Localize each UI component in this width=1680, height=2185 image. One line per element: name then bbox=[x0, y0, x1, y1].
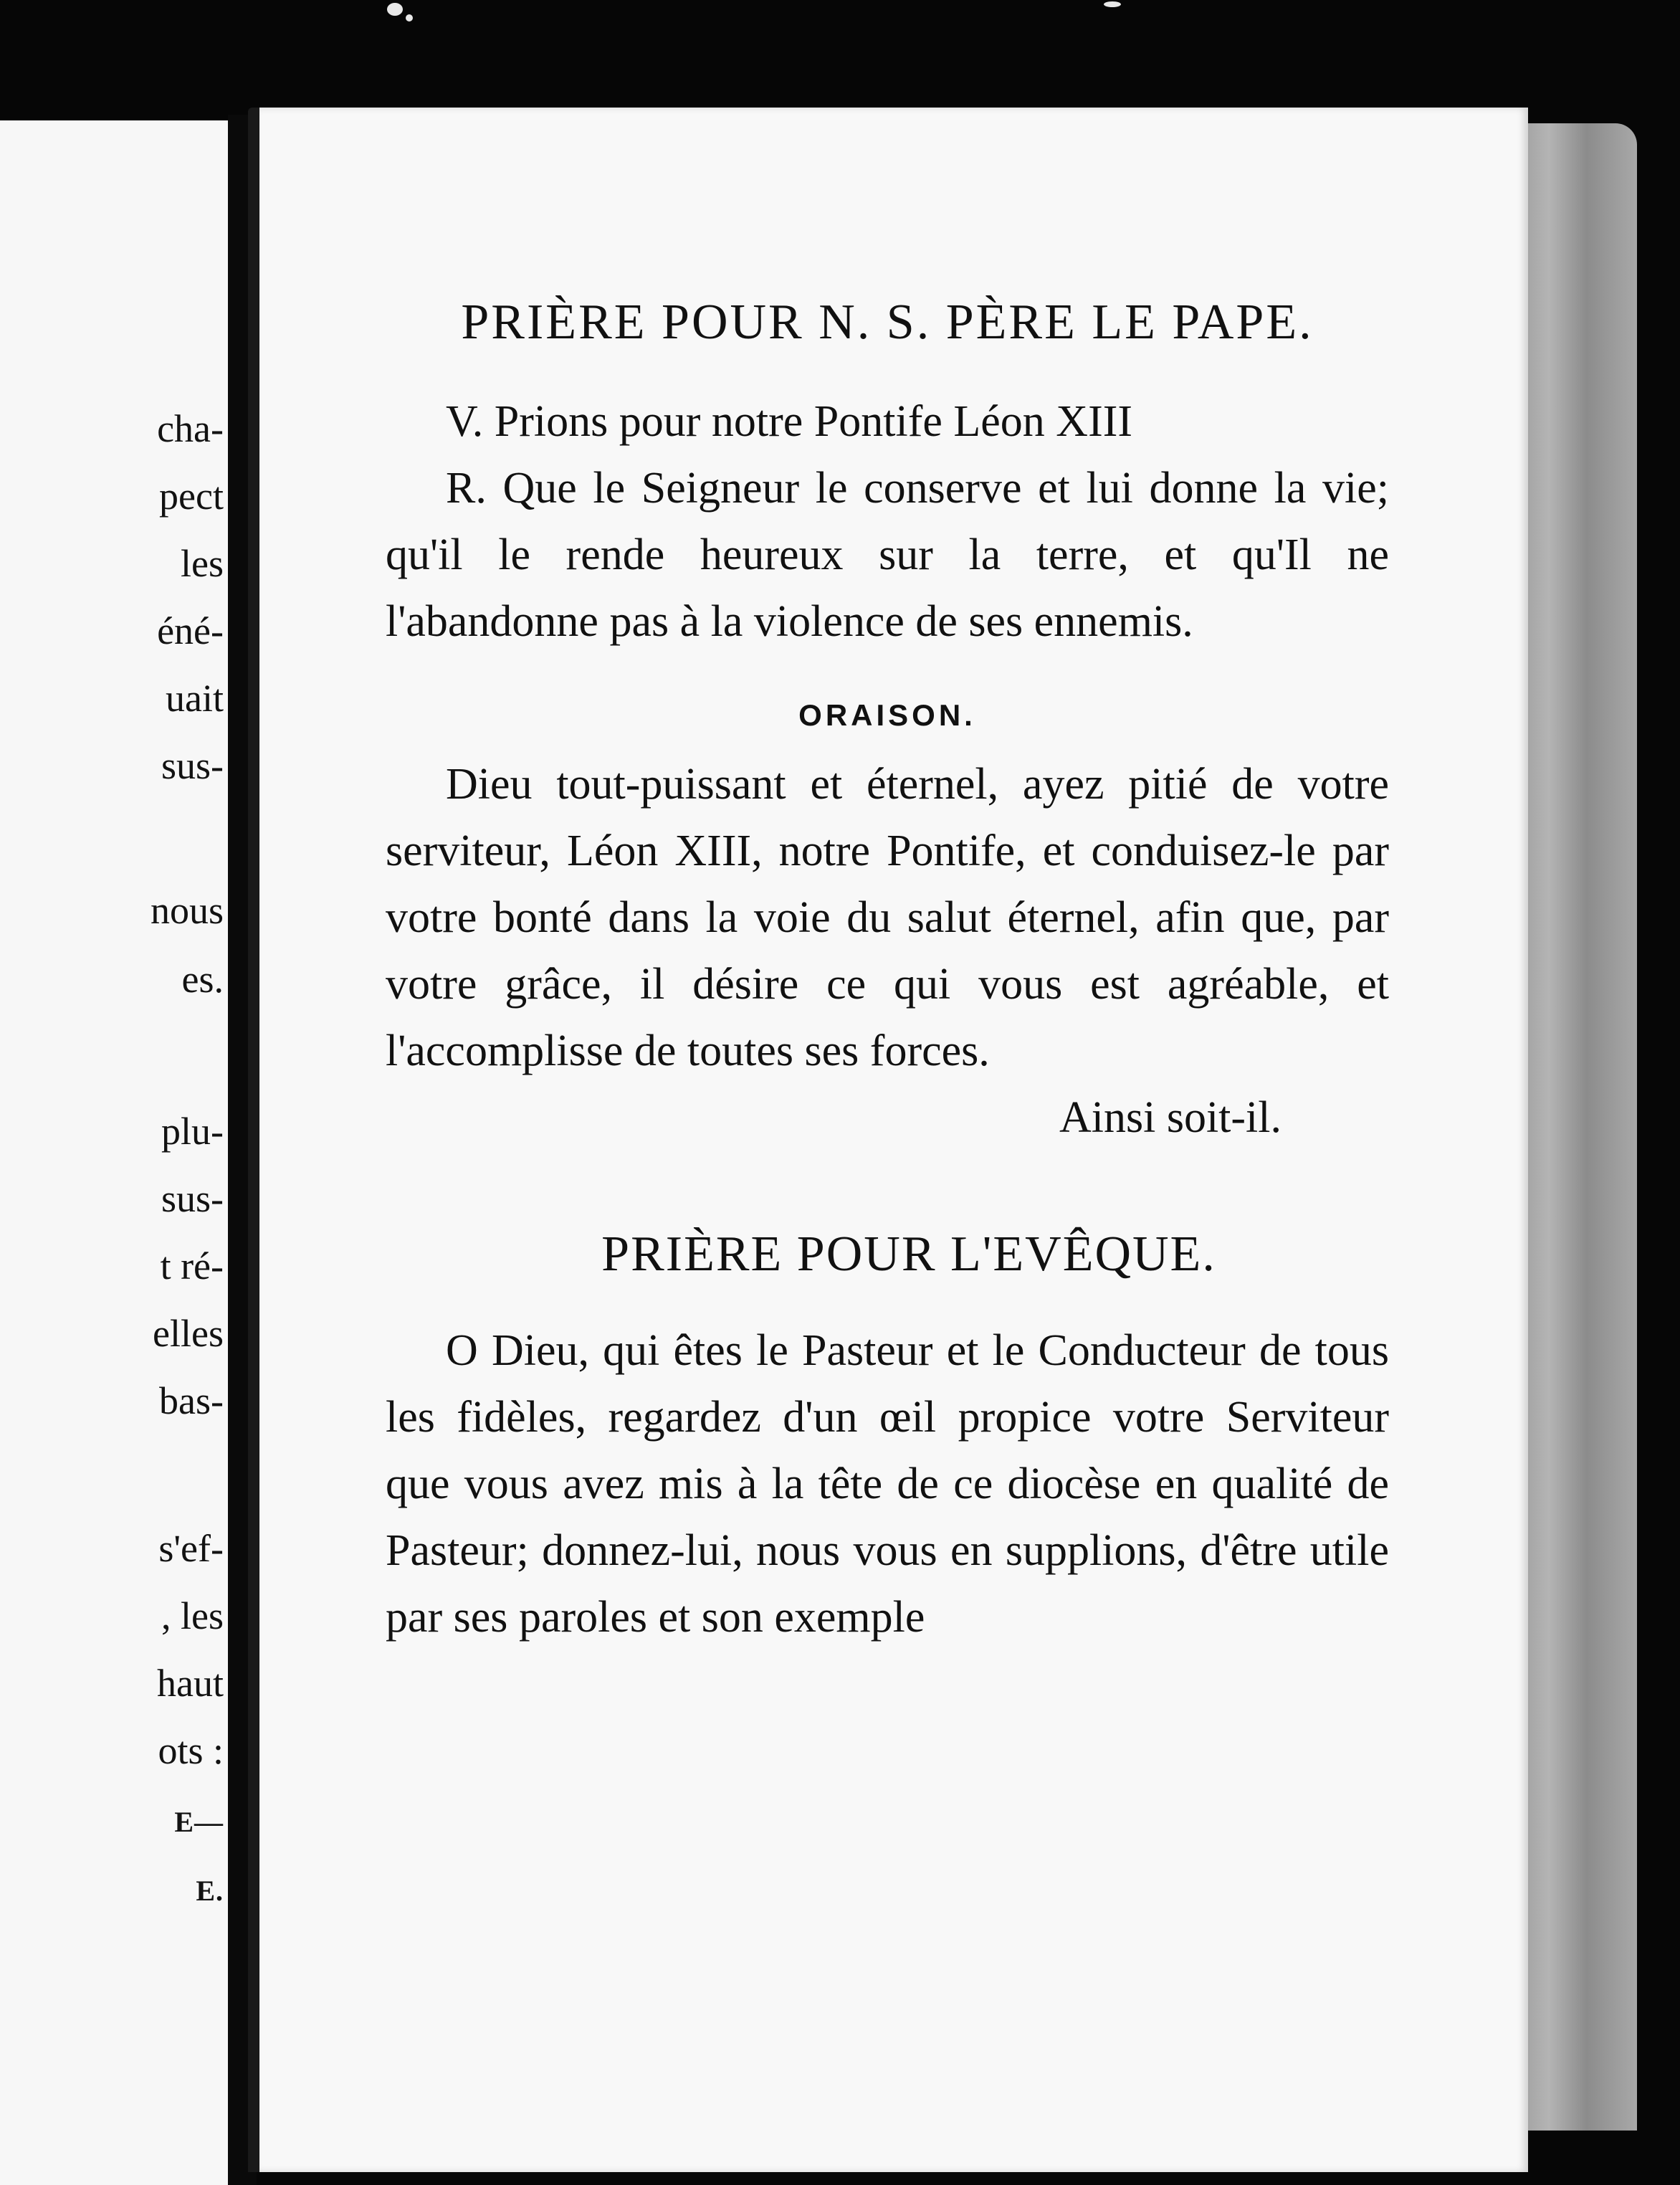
left-page-line: E— bbox=[174, 1806, 224, 1838]
left-page-line: s'ef- bbox=[158, 1527, 224, 1570]
oraison-heading: ORAISON. bbox=[798, 698, 976, 732]
amen-closing: Ainsi soit-il. bbox=[1059, 1093, 1282, 1142]
left-page-line: plu- bbox=[161, 1110, 224, 1153]
left-page-line: haut bbox=[157, 1662, 224, 1705]
response-text: R. Que le Seigneur le conserve et lui donne la vie; qu'il le rende heureux sur la terre, et qu'Il ne l'abandonne pas à la violence de ses ennemis. bbox=[386, 464, 1389, 646]
bishop-prayer-heading: PRIÈRE POUR L'EVÊQUE. bbox=[601, 1227, 1216, 1282]
dust-speck bbox=[387, 3, 403, 16]
left-page-line: éné- bbox=[157, 609, 224, 652]
left-page-line: E. bbox=[196, 1875, 224, 1907]
versicle-text: V. Prions pour notre Pontife Léon XIII bbox=[446, 397, 1133, 446]
left-page-line: sus- bbox=[161, 744, 224, 787]
left-page-line: pect bbox=[159, 475, 224, 518]
left-page-line: , les bbox=[161, 1594, 224, 1637]
left-page-line: nous bbox=[150, 889, 224, 932]
left-page-line: cha- bbox=[157, 407, 224, 450]
left-page-line: sus- bbox=[161, 1177, 224, 1220]
left-page-line: les bbox=[181, 542, 224, 585]
right-page bbox=[248, 108, 1528, 2172]
dust-speck bbox=[406, 14, 413, 22]
dust-speck bbox=[1104, 1, 1121, 7]
left-page-line: es. bbox=[181, 958, 224, 1001]
oraison-text: Dieu tout-puissant et éternel, ayez pitié de votre serviteur, Léon XIII, notre Pontife, et conduisez-le par votre bonté dans la voie du salut éternel, afin que, par votre grâce, il désire ce qui vous est agréable, et l'accomplisse de toutes ses forces. bbox=[386, 760, 1389, 1075]
left-page-line: uait bbox=[166, 677, 224, 720]
left-page-line: ots : bbox=[158, 1729, 224, 1772]
bishop-prayer-text: O Dieu, qui êtes le Pasteur et le Conducteur de tous les fidèles, regardez d'un œil propice votre Serviteur que vous avez mis à la tête de ce diocèse en qualité de Pasteur; donnez-lui, nous vous en supplions, d'être utile par ses paroles et son exemple bbox=[386, 1326, 1389, 1642]
page-edges bbox=[1511, 123, 1637, 2131]
left-page-line: elles bbox=[153, 1312, 224, 1355]
pope-prayer-heading: PRIÈRE POUR N. S. PÈRE LE PAPE. bbox=[461, 295, 1314, 350]
left-page-fragment bbox=[0, 120, 228, 2185]
left-page-line: t ré- bbox=[160, 1244, 224, 1287]
left-page-line: bas- bbox=[159, 1379, 224, 1422]
page-content bbox=[386, 294, 1389, 1651]
